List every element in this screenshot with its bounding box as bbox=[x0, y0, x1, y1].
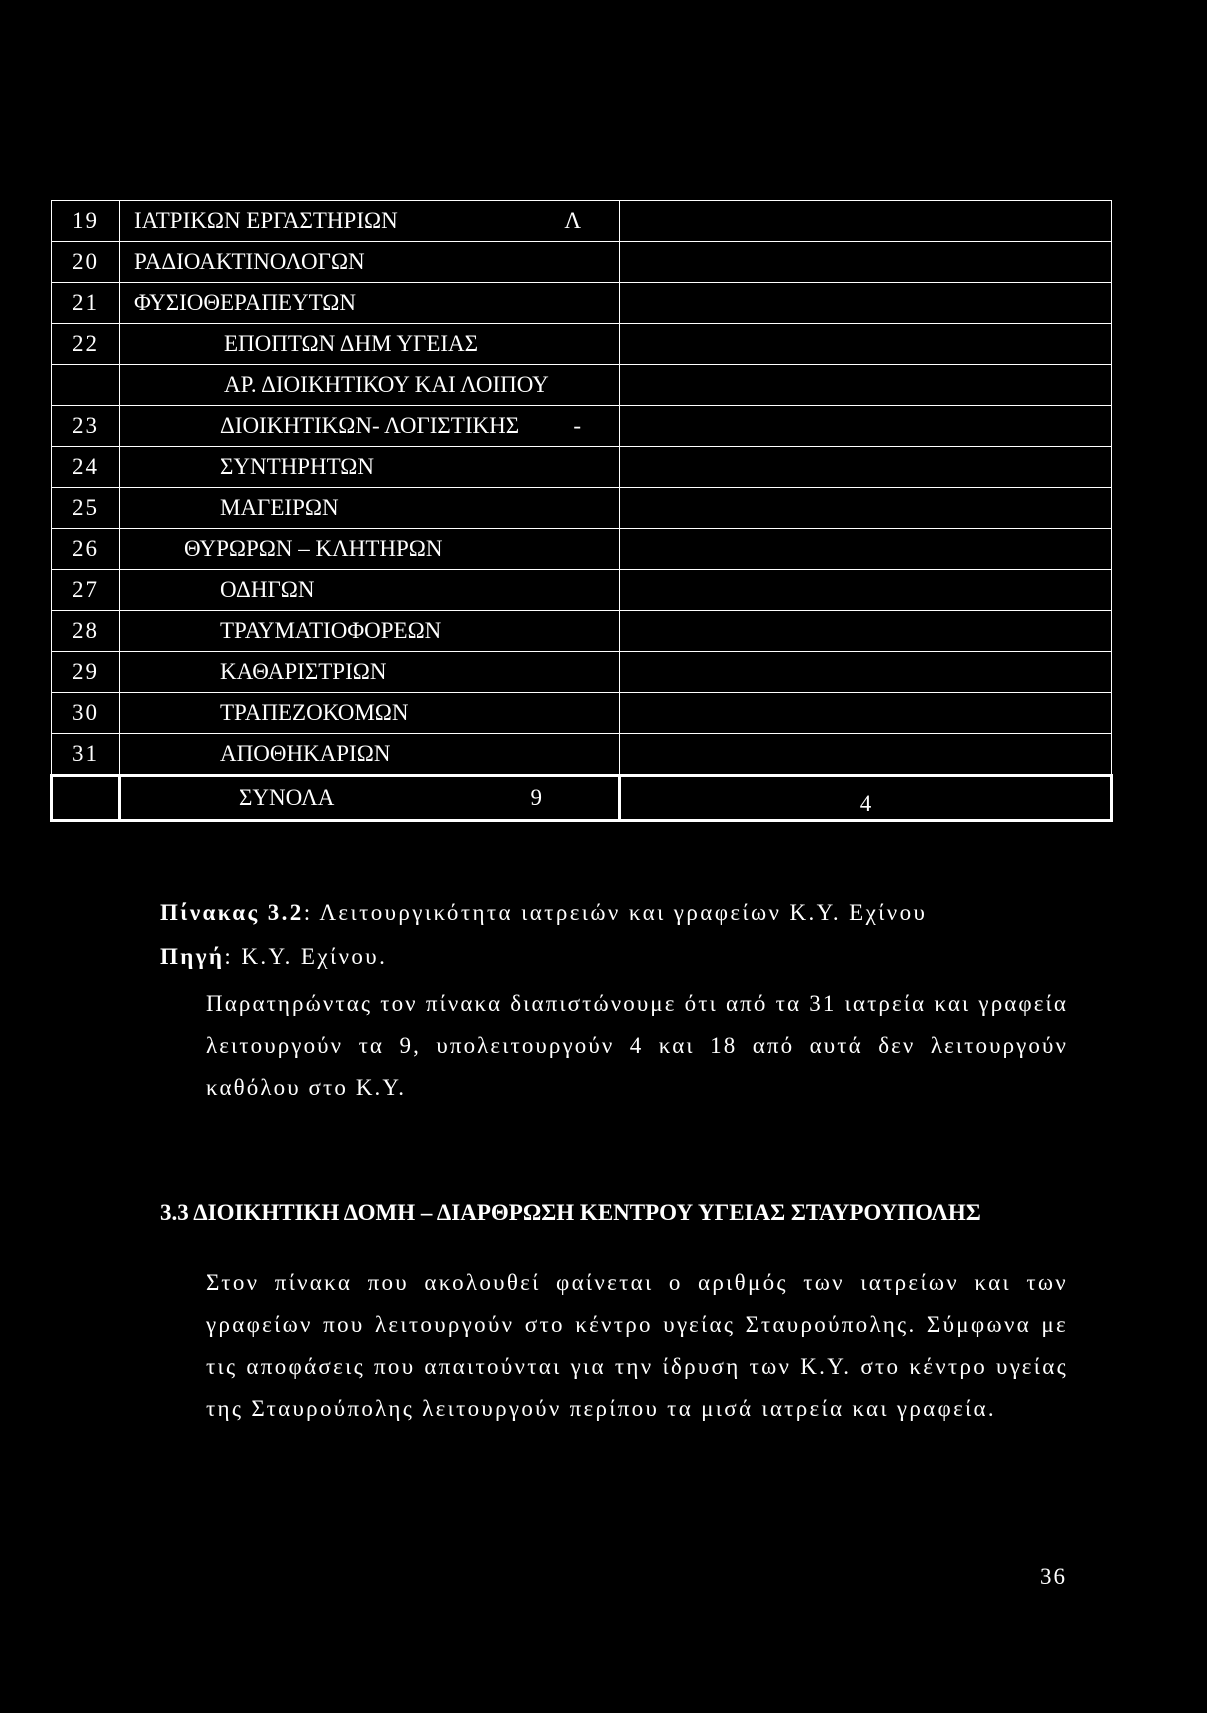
page-number: 36 bbox=[1040, 1564, 1067, 1589]
facilities-table-body bbox=[52, 201, 1112, 821]
row-name-cell bbox=[120, 242, 620, 283]
row-name: ΙΑΤΡΙΚΩΝ ΕΡΓΑΣΤΗΡΙΩΝ bbox=[134, 208, 398, 233]
row-empty-cell bbox=[620, 324, 1112, 365]
row-number: 20 bbox=[52, 242, 120, 283]
row-empty-cell bbox=[620, 283, 1112, 324]
caption-text: : Λειτουργικότητα ιατρειών και γραφείων Κ.Υ. Εχίνου bbox=[303, 900, 928, 925]
totals-value-underfunctioning: 4 bbox=[620, 776, 1112, 821]
row-name: ΣΥΝΤΗΡΗΤΩΝ bbox=[220, 454, 375, 479]
row-name: ΡΑΔΙΟΑΚΤΙΝΟΛΟΓΩΝ bbox=[134, 249, 365, 274]
totals-label-cell bbox=[120, 776, 620, 821]
row-name-cell bbox=[120, 693, 620, 734]
totals-empty-cell bbox=[52, 776, 120, 821]
row-empty-cell bbox=[620, 365, 1112, 406]
table-row bbox=[52, 406, 1112, 447]
row-number: 28 bbox=[52, 611, 120, 652]
paragraph-structure-text: Στον πίνακα που ακολουθεί φαίνεται ο αριθμός των ιατρείων και των γραφείων που λειτουργούν στο κέντρο υγείας Σταυρούπολης. Σύμφωνα με τις αποφάσεις που απαιτούνται για την ίδρυση των Κ.Υ. στο κέντρο υγείας της Σταυρούπολης λειτουργούν περίπου τα μισά ιατρεία και γραφεία. bbox=[206, 1270, 1068, 1421]
row-number: 26 bbox=[52, 529, 120, 570]
row-name-cell bbox=[120, 283, 620, 324]
table-row bbox=[52, 734, 1112, 776]
paragraph-structure bbox=[160, 1262, 1068, 1430]
row-empty-cell bbox=[620, 570, 1112, 611]
row-name-cell bbox=[120, 734, 620, 776]
row-empty-cell bbox=[620, 693, 1112, 734]
row-number: 24 bbox=[52, 447, 120, 488]
row-name-cell bbox=[120, 570, 620, 611]
row-name-cell bbox=[120, 324, 620, 365]
row-number: 25 bbox=[52, 488, 120, 529]
table-row bbox=[52, 365, 1112, 406]
totals-label: ΣΥΝΟΛΑ bbox=[239, 785, 335, 810]
row-name-cell bbox=[120, 652, 620, 693]
table-row bbox=[52, 201, 1112, 242]
row-empty-cell bbox=[620, 734, 1112, 776]
totals-value-functioning: 9 bbox=[530, 785, 542, 810]
row-name: ΤΡΑΥΜΑΤΙΟΦΟΡΕΩΝ bbox=[220, 618, 442, 643]
table-row bbox=[52, 488, 1112, 529]
row-number: 21 bbox=[52, 283, 120, 324]
section-heading: 3.3 ΔΙΟΙΚΗΤΙΚΗ ΔΟΜΗ – ΔΙΑΡΘΡΩΣΗ ΚΕΝΤΡΟΥ ΥΓΕΙΑΣ ΣΤΑΥΡΟΥΠΟΛΗΣ bbox=[160, 1200, 981, 1225]
row-name-cell bbox=[120, 406, 620, 447]
row-empty-cell bbox=[620, 447, 1112, 488]
row-name: ΘΥΡΩΡΩΝ – ΚΛΗΤΗΡΩΝ bbox=[184, 536, 443, 561]
row-number: 19 bbox=[52, 201, 120, 242]
row-number: 27 bbox=[52, 570, 120, 611]
table-row bbox=[52, 242, 1112, 283]
row-name-cell bbox=[120, 365, 620, 406]
row-name-cell bbox=[120, 201, 620, 242]
row-name-cell bbox=[120, 611, 620, 652]
row-name-cell bbox=[120, 447, 620, 488]
source-label: Πηγή bbox=[160, 944, 225, 969]
paragraph-observation bbox=[160, 983, 1068, 1109]
caption-label: Πίνακας 3.2 bbox=[160, 900, 304, 925]
row-number: 23 bbox=[52, 406, 120, 447]
table-row bbox=[52, 652, 1112, 693]
row-name: ΕΠΟΠΤΩΝ ΔΗΜ ΥΓΕΙΑΣ bbox=[224, 331, 479, 356]
table-row bbox=[52, 529, 1112, 570]
row-name: ΟΔΗΓΩΝ bbox=[220, 577, 315, 602]
facilities-table bbox=[50, 200, 1113, 822]
row-name-cell bbox=[120, 488, 620, 529]
row-empty-cell bbox=[620, 201, 1112, 242]
row-name: ΑΠΟΘΗΚΑΡΙΩΝ bbox=[220, 741, 391, 766]
paragraph-observation-text: Παρατηρώντας τον πίνακα διαπιστώνουμε ότι από τα 31 ιατρεία και γραφεία λειτουργούν τα 9, υπολειτουργούν 4 και 18 από αυτά δεν λειτουργούν καθόλου στο Κ.Υ. bbox=[206, 991, 1068, 1100]
source-text: : Κ.Υ. Εχίνου. bbox=[224, 944, 388, 969]
row-empty-cell bbox=[620, 406, 1112, 447]
row-mark: - bbox=[573, 413, 581, 438]
row-name: ΚΑΘΑΡΙΣΤΡΙΩΝ bbox=[220, 659, 387, 684]
row-number: 29 bbox=[52, 652, 120, 693]
table-row bbox=[52, 611, 1112, 652]
table-row bbox=[52, 570, 1112, 611]
row-name: ΦΥΣΙΟΘΕΡΑΠΕΥΤΩΝ bbox=[134, 290, 356, 315]
table-row bbox=[52, 693, 1112, 734]
totals-row bbox=[52, 776, 1112, 821]
row-number: 30 bbox=[52, 693, 120, 734]
row-number bbox=[52, 365, 120, 406]
row-number: 22 bbox=[52, 324, 120, 365]
row-empty-cell bbox=[620, 652, 1112, 693]
row-name: ΜΑΓΕΙΡΩΝ bbox=[220, 495, 339, 520]
row-empty-cell bbox=[620, 242, 1112, 283]
row-name-cell bbox=[120, 529, 620, 570]
table-caption bbox=[160, 900, 927, 926]
row-name: ΔΙΟΙΚΗΤΙΚΩΝ- ΛΟΓΙΣΤΙΚΗΣ bbox=[220, 413, 520, 438]
table-source bbox=[160, 944, 387, 970]
row-mark: Λ bbox=[564, 208, 581, 233]
row-empty-cell bbox=[620, 611, 1112, 652]
table-row bbox=[52, 447, 1112, 488]
table-row bbox=[52, 324, 1112, 365]
row-number: 31 bbox=[52, 734, 120, 776]
row-empty-cell bbox=[620, 488, 1112, 529]
row-name: ΑΡ. ΔΙΟΙΚΗΤΙΚΟΥ ΚΑΙ ΛΟΙΠΟΥ bbox=[224, 372, 549, 397]
row-name: ΤΡΑΠΕΖΟΚΟΜΩΝ bbox=[220, 700, 409, 725]
row-empty-cell bbox=[620, 529, 1112, 570]
table-row bbox=[52, 283, 1112, 324]
